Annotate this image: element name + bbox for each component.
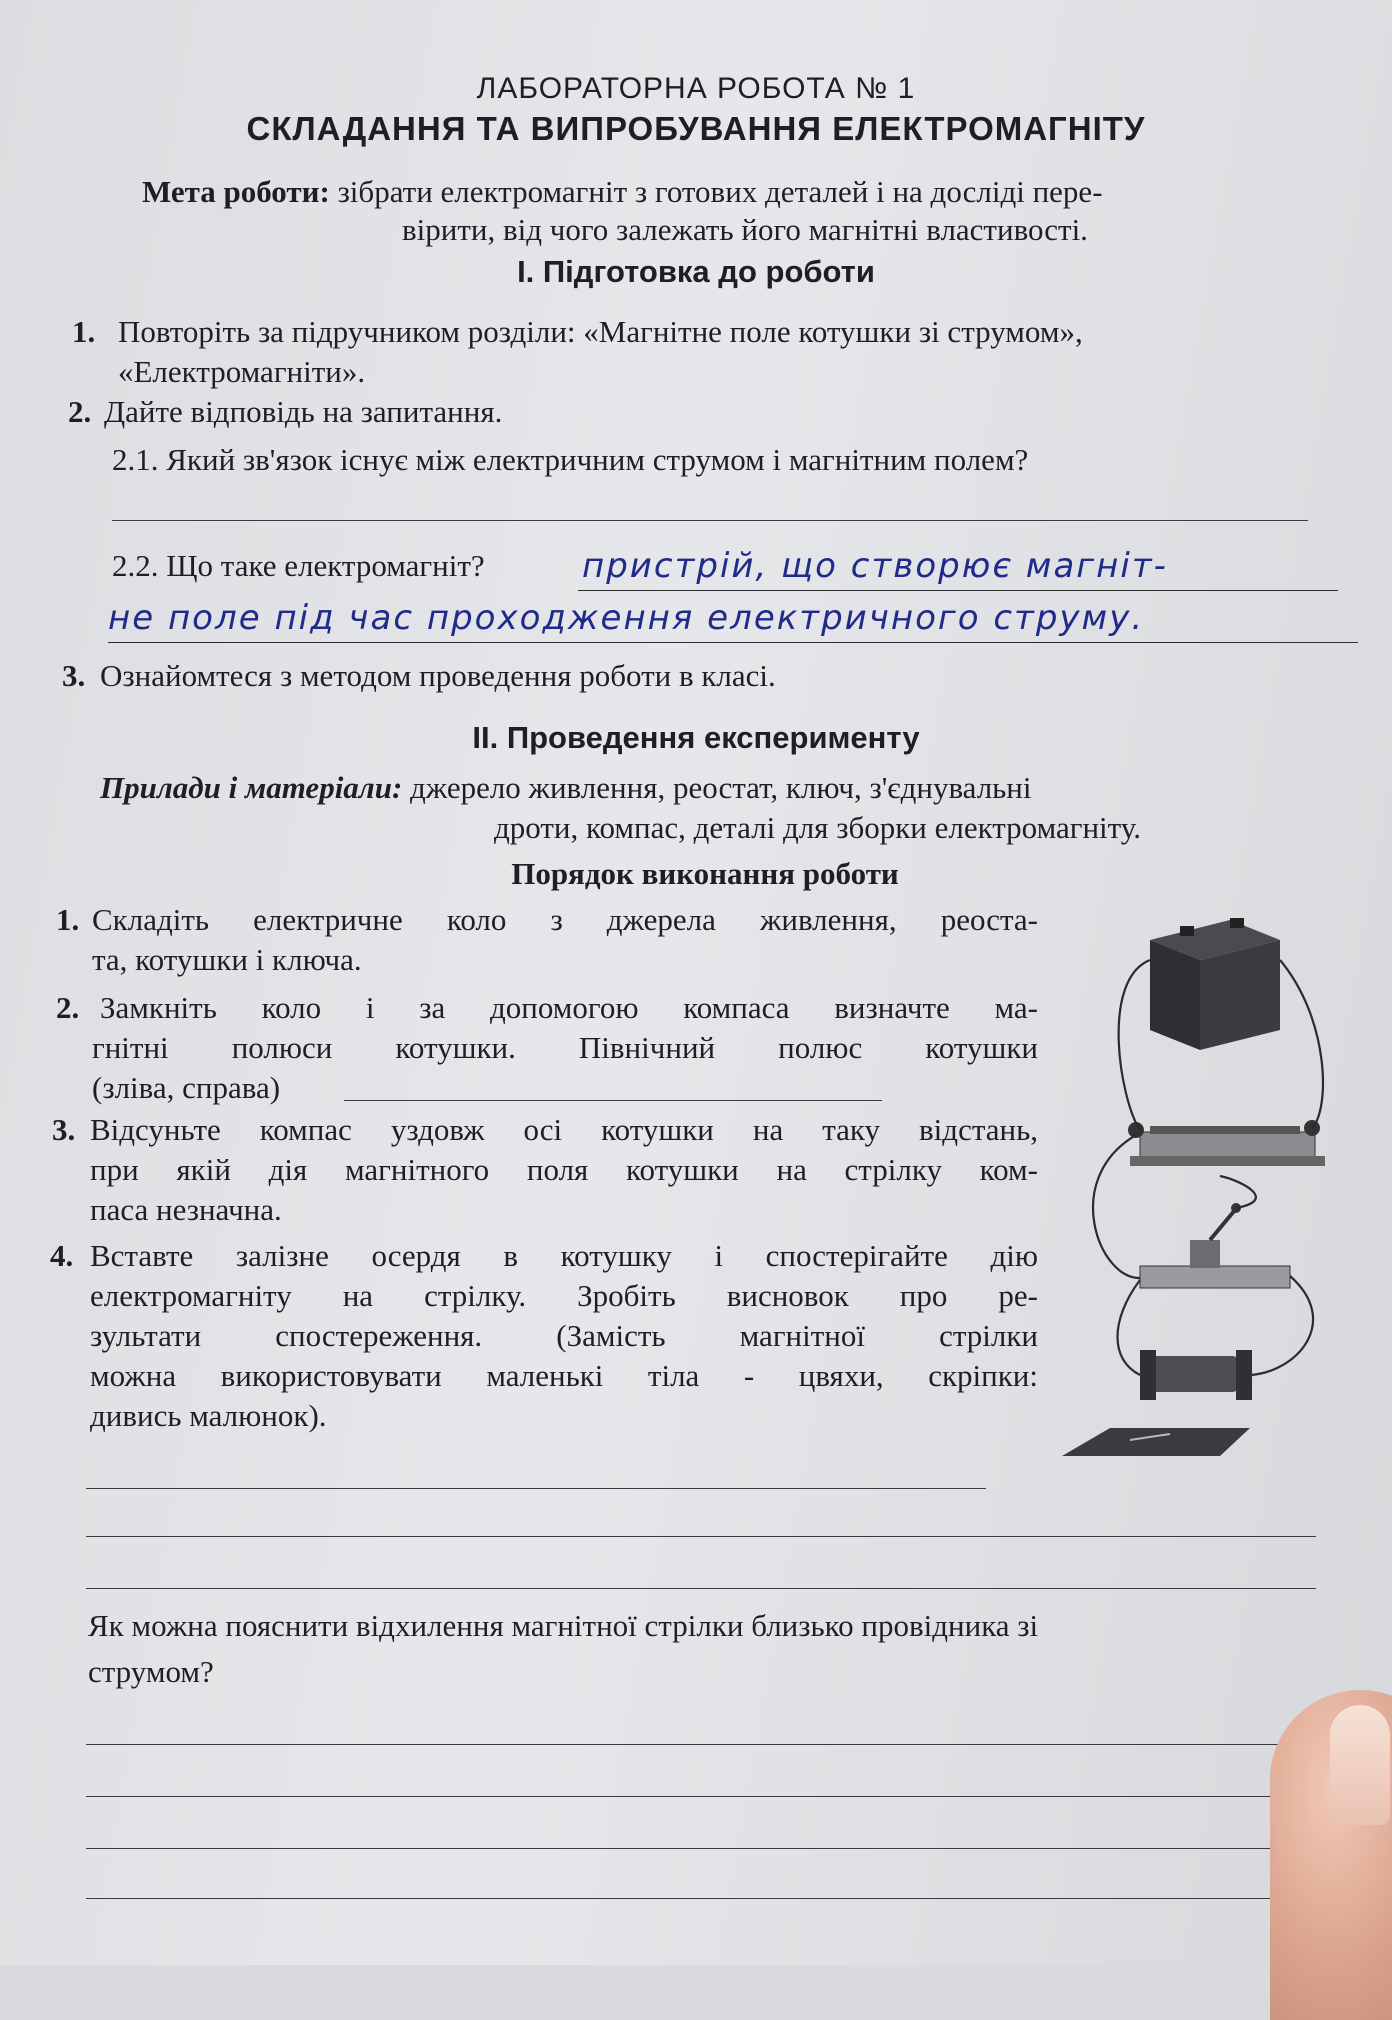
final-question-line1: Як можна пояснити відхилення магнітної стрілки близько провідника зі: [88, 1608, 1039, 1643]
goal-line1: зібрати електромагніт з готових деталей і на досліді пере-: [337, 174, 1103, 209]
materials-line1: джерело живлення, реостат, ключ, з'єднувальні: [410, 770, 1032, 805]
goal-line2: вірити, від чого залежать його магнітні властивості.: [402, 212, 1088, 247]
item3-text: Ознайомтеся з методом проведення роботи в класі.: [100, 658, 776, 693]
step1-number: 1.: [56, 902, 80, 937]
step4-line5: дивись малюнок).: [90, 1398, 327, 1433]
step4-line1: Вставте залізне осердя в котушку і спостерігайте дію: [90, 1238, 1038, 1273]
order-heading: Порядок виконання роботи: [511, 856, 899, 891]
step2-line3: (зліва, справа): [92, 1070, 281, 1105]
answer-line-c[interactable]: [86, 1848, 1326, 1849]
conclusion-line-3[interactable]: [86, 1588, 1316, 1589]
materials-line2: дроти, компас, деталі для зборки електромагніту.: [494, 810, 1141, 845]
power-source-icon: [1150, 918, 1280, 1050]
item1-line1: Повторіть за підручником розділи: «Магнітне поле котушки зі струмом»,: [118, 314, 1083, 349]
final-question-line2: струмом?: [88, 1654, 214, 1689]
rheostat-icon: [1128, 1120, 1325, 1166]
conclusion-line-2[interactable]: [86, 1536, 1316, 1537]
conclusion-line-1[interactable]: [86, 1488, 986, 1489]
answer-line-2-1[interactable]: [112, 520, 1308, 521]
answer-line-d[interactable]: [86, 1898, 1326, 1899]
main-title: СКЛАДАННЯ ТА ВИПРОБУВАННЯ ЕЛЕКТРОМАГНІТУ: [246, 110, 1146, 147]
step3-line2: при якій дія магнітного поля котушки на стрілку ком-: [90, 1152, 1038, 1187]
question-2-1: 2.1. Який зв'язок існує між електричним струмом і магнітним полем?: [112, 442, 1029, 477]
step2-line2: гнітні полюси котушки. Північний полюс котушки: [92, 1030, 1038, 1065]
step1-line1: Складіть електричне коло з джерела живлення, реоста-: [92, 902, 1038, 937]
answer-line-2-2a[interactable]: [578, 590, 1338, 591]
goal-label: Мета роботи:: [142, 174, 330, 209]
thumbnail-photo-element: [1330, 1705, 1390, 1825]
materials-row: [100, 768, 1032, 808]
step3-line3: паса незначна.: [90, 1192, 282, 1227]
step3-number: 3.: [52, 1112, 76, 1147]
step4-number: 4.: [50, 1238, 74, 1273]
answer-line-a[interactable]: [86, 1744, 1326, 1745]
step3-line1: Відсуньте компас уздовж осі котушки на таку відстань,: [90, 1112, 1038, 1147]
answer-line-b[interactable]: [86, 1796, 1326, 1797]
question-2-2: 2.2. Що таке електромагніт?: [112, 548, 485, 583]
step2-number: 2.: [56, 990, 80, 1025]
compass-plate-icon: [1062, 1428, 1250, 1456]
step4-line3: зультати спостереження. (Замість магнітної стрілки: [90, 1318, 1038, 1353]
materials-label: Прилади і матеріали:: [100, 770, 403, 805]
section2-heading: ІІ. Проведення експерименту: [472, 720, 920, 755]
goal-paragraph: [142, 172, 1342, 212]
item2-text: Дайте відповідь на запитання.: [104, 394, 503, 429]
north-pole-answer-line[interactable]: [344, 1100, 882, 1101]
item1-line2: «Електромагніти».: [118, 354, 366, 389]
item1-number: 1.: [72, 314, 96, 349]
item2-number: 2.: [68, 394, 92, 429]
section1-heading: І. Підготовка до роботи: [517, 254, 875, 289]
handwritten-answer-line1: пристрій, що створює магніт-: [582, 546, 1168, 586]
step1-line2: та, котушки і ключа.: [92, 942, 362, 977]
key-switch-icon: [1140, 1203, 1290, 1288]
step4-line4: можна використовувати маленькі тіла - цвяхи, скріпки:: [90, 1358, 1038, 1393]
lab-title: ЛАБОРАТОРНА РОБОТА № 1: [476, 72, 916, 105]
answer-line-2-2b[interactable]: [108, 642, 1358, 643]
item3-number: 3.: [62, 658, 86, 693]
circuit-apparatus-illustration: [1040, 900, 1340, 1480]
step2-line1: Замкніть коло і за допомогою компаса визначте ма-: [100, 990, 1038, 1025]
coil-icon: [1140, 1350, 1252, 1400]
handwritten-answer-line2: не поле під час проходження електричного струму.: [108, 598, 1145, 638]
step4-line2: електромагніту на стрілку. Зробіть висновок про ре-: [90, 1278, 1038, 1313]
